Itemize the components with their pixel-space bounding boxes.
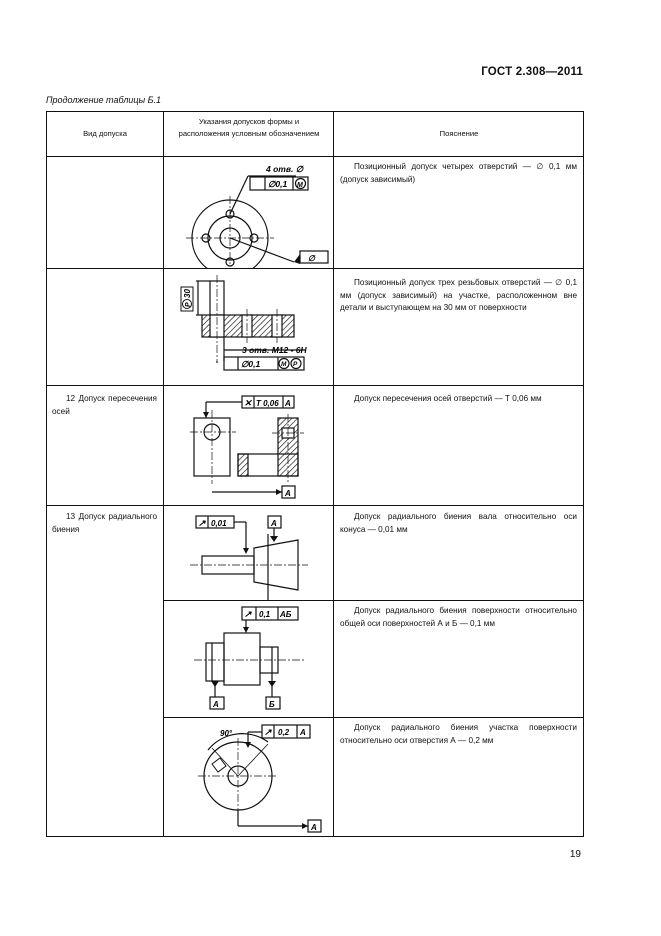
- f6-symbol: ↗: [264, 727, 272, 737]
- f2-mod2: P: [293, 361, 298, 368]
- f1-frame-value: ∅0,1: [268, 179, 288, 189]
- row-2-explanation: Позиционный допуск трех резьбовых отверстий — ∅ 0,1 мм (допуск зависимый) на участке, расположенном вне детали и выступающем на 30 мм от поверхности: [340, 278, 577, 313]
- f4-value: 0,01: [211, 519, 227, 528]
- figure-runout-common-axis: [186, 603, 331, 715]
- row-6-explanation: Допуск радиального биения участка поверхности относительно оси отверстия А — 0,2 мм: [340, 723, 577, 745]
- row-5-explanation: Допуск радиального биения поверхности относительно общей оси поверхностей А и Б — 0,1 мм: [340, 606, 577, 628]
- f2-mod1: M: [281, 361, 287, 368]
- f3-value: T 0,06: [256, 399, 279, 408]
- f1-note: 4 отв. ∅: [266, 164, 304, 174]
- f3-datum: A: [285, 399, 291, 408]
- f6-datum-label: А: [311, 823, 317, 832]
- page-number: 19: [569, 849, 581, 860]
- column-header-explanation: Пояснение: [439, 129, 479, 138]
- f1-modifier: M: [297, 182, 303, 189]
- figure-flange-four-holes: [186, 158, 331, 268]
- f5-label-b: Б: [269, 700, 275, 709]
- tolerance-table: [46, 0, 584, 936]
- f6-angle: 90°: [220, 729, 233, 738]
- figure-threaded-holes: [166, 271, 331, 383]
- f5-value: 0,1: [259, 610, 271, 619]
- f6-datum: А: [300, 728, 306, 737]
- row-3-kind: 12 Допуск пересечения осей: [52, 394, 157, 416]
- f4-datum-label: A: [271, 519, 277, 528]
- f5-datum: АБ: [280, 610, 292, 619]
- standard-header: ГОСТ 2.308—2011: [481, 66, 583, 78]
- f4-symbol: ↗: [198, 518, 206, 528]
- f3-datum-label: A: [285, 489, 291, 498]
- row-3-explanation: Допуск пересечения осей отверстий — Т 0,06 мм: [354, 394, 542, 403]
- f5-symbol: ↗: [244, 609, 252, 619]
- f2-modifier-p: P: [185, 302, 192, 307]
- f1-datum: ∅: [308, 254, 315, 263]
- figure-runout-cone: [186, 508, 331, 600]
- f5-label-a: А: [213, 700, 219, 709]
- figure-axes-intersection: [186, 388, 331, 503]
- figure-runout-hole-section: [186, 720, 331, 838]
- f6-value: 0,2: [278, 728, 290, 737]
- f2-note: 3 отв. M12 - 6H: [242, 345, 307, 355]
- row-4-kind: 13 Допуск радиального биения: [52, 512, 157, 534]
- f2-dim: 30: [183, 289, 192, 298]
- f2-frame-value: ∅0,1: [241, 359, 261, 369]
- f3-symbol: ✕: [244, 398, 252, 408]
- row-4-explanation: Допуск радиального биения вала относительно оси конуса — 0,01 мм: [340, 512, 577, 534]
- column-header-designation: Указания допусков формы и расположения условным обозначением: [178, 117, 320, 138]
- table-caption: Продолжение таблицы Б.1: [46, 95, 162, 105]
- column-header-kind: Вид допуска: [83, 129, 127, 138]
- row-1-explanation: Позиционный допуск четырех отверстий — ∅ 0,1 мм (допуск зависимый): [340, 162, 577, 184]
